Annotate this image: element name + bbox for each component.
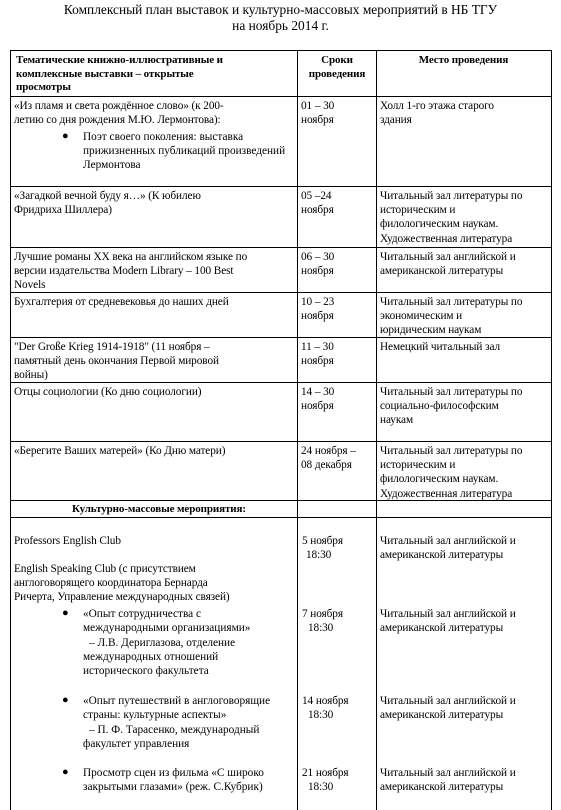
- exhibition-7-place: Читальный зал литературы по историческим и филологическим наукам. Художественная литература: [380, 445, 523, 500]
- exhibition-3-place: Читальный зал английской и американской литературы: [380, 251, 516, 278]
- row-divider: [10, 96, 551, 97]
- exhibition-1-bullet: Поэт своего поколения: выставка прижизненных публикаций произведений Лермонтова: [83, 131, 286, 172]
- bullet-icon: ●: [62, 694, 69, 706]
- exhibition-4-place: Читальный зал литературы по экономическим и юридическим наукам: [380, 296, 523, 337]
- exhibition-1-place: Холл 1-го этажа старого здания: [380, 100, 494, 127]
- event-item-1-date: 7 ноября 18:30: [302, 608, 343, 635]
- exhibition-5-dates: 11 – 30 ноября: [301, 341, 334, 368]
- document-title: [0, 2, 561, 34]
- event-item-1-place: Читальный зал английской и американской литературы: [380, 608, 516, 635]
- exhibition-2-title: «Загадкой вечной буду я…» (К юбилею Фридриха Шиллера): [14, 190, 201, 217]
- event-item-3-date: 21 ноября 18:30: [302, 767, 349, 794]
- exhibition-4-title: Бухгалтерия от средневековья до наших дней: [14, 296, 229, 308]
- title-line-2: на ноябрь 2014 г.: [232, 18, 329, 33]
- exhibition-6-title: Отцы социологии (Ко дню социологии): [14, 386, 202, 398]
- exhibition-3-dates: 06 – 30 ноября: [301, 251, 335, 278]
- header-exhibitions: Тематические книжно-иллюстративные и комплексные выставки – открытые просмотры: [16, 54, 223, 94]
- events-heading: Культурно-массовые мероприятия:: [72, 503, 246, 515]
- exhibition-6-place: Читальный зал литературы по социально-философским наукам: [380, 386, 523, 427]
- row-divider: [10, 247, 551, 248]
- bullet-icon: ●: [62, 766, 69, 778]
- event-club-1-date: 5 ноября 18:30: [302, 535, 343, 562]
- event-club-1: Professors English Club: [14, 535, 121, 547]
- exhibition-7-dates: 24 ноября – 08 декабря: [301, 445, 356, 472]
- exhibition-7-title: «Берегите Ваших матерей» (Ко Дню матери): [14, 445, 226, 457]
- event-club-1-place: Читальный зал английской и американской литературы: [380, 535, 516, 562]
- exhibition-6-dates: 14 – 30 ноября: [301, 386, 335, 413]
- event-item-2-date: 14 ноября 18:30: [302, 695, 349, 722]
- row-divider: [10, 186, 551, 187]
- row-divider: [10, 50, 551, 51]
- exhibition-4-dates: 10 – 23 ноября: [301, 296, 335, 323]
- row-divider: [10, 517, 551, 518]
- event-item-1-speaker: – Л.В. Дериглазова, отделение международных отношений исторического факультета: [83, 637, 236, 678]
- event-item-2-place: Читальный зал английской и американской литературы: [380, 695, 516, 722]
- row-divider: [10, 441, 551, 442]
- bullet-icon: ●: [62, 607, 69, 619]
- event-item-1-title: «Опыт сотрудничества с международными организациями»: [83, 608, 251, 635]
- event-item-2-title: «Опыт путешествий в англоговорящие страны: культурные аспекты»: [83, 695, 271, 722]
- bullet-icon: ●: [62, 130, 69, 142]
- event-item-3-place: Читальный зал английской и американской литературы: [380, 767, 516, 794]
- event-item-2-speaker: – П. Ф. Тарасенко, международный факультет управления: [83, 724, 260, 751]
- event-club-2: English Speaking Club (с присутствием англоговорящего координатора Бернарда Ричерта, Управление международных связей): [14, 563, 230, 604]
- exhibition-3-title: Лучшие романы XX века на английском языке по версии издательства Modern Library – 100 Best Novels: [14, 251, 248, 292]
- event-item-3-title: Просмотр сцен из фильма «С широко закрытыми глазами» (реж. С.Кубрик): [83, 767, 264, 794]
- exhibition-1-dates: 01 – 30 ноября: [301, 100, 335, 127]
- header-place: Место проведения: [418, 54, 509, 66]
- exhibition-2-dates: 05 –24 ноября: [301, 190, 334, 217]
- header-dates: Сроки проведения: [308, 54, 366, 80]
- column-divider: [376, 50, 377, 810]
- column-divider: [297, 50, 298, 810]
- exhibition-2-place: Читальный зал литературы по историческим и филологическим наукам. Художественная литература: [380, 190, 523, 245]
- exhibition-1-title: «Из пламя и света рождённое слово» (к 200- летию со дня рождения М.Ю. Лермонтова):: [14, 100, 224, 127]
- exhibition-5-place: Немецкий читальный зал: [380, 341, 501, 353]
- title-line-1: Комплексный план выставок и культурно-массовых мероприятий в НБ ТГУ: [63, 2, 498, 17]
- exhibition-5-title: "Der Große Krieg 1914-1918" (11 ноября – памятный день окончания Первой мировой войны): [14, 341, 219, 382]
